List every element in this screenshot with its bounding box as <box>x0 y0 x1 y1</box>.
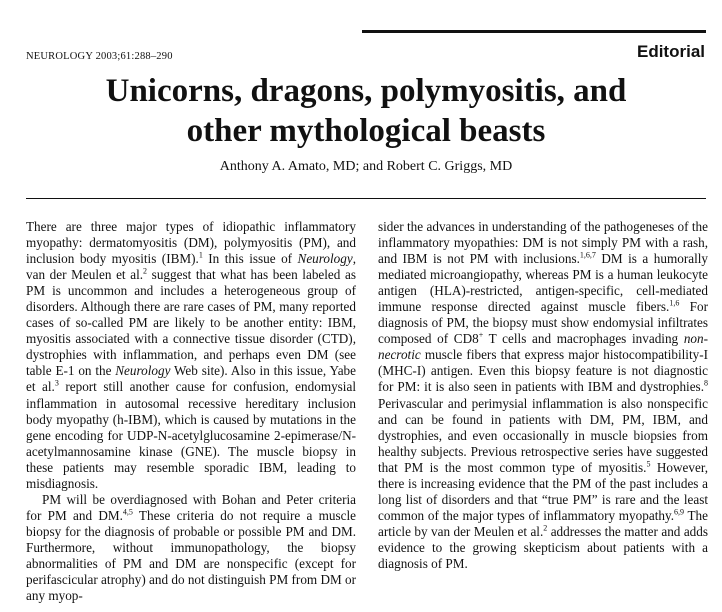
reference-marker: 5 <box>646 459 651 469</box>
body-column-right <box>378 219 708 572</box>
text-run: Perivascular and perimysial inflammation is also nonspecific and can be found in patients with DM, PM, IBM, and dystrophies, and even occasionally in muscle biopsies from healthy subjects. Previous retrospective series have suggested that PM is the most common type of myositis. <box>378 395 708 475</box>
text-run: suggest that what has been labeled as PM is uncommon and includes a heterogeneous group of disorders. Although there are rare cases of PM, many reported cases of so-called PM are likely to be another entity: IBM, myositis associated with a connective tissue disorder (CTD), dystrophies with inflammation, and perhaps even DM (see table E-1 on the <box>26 267 356 379</box>
reference-marker: 6,9 <box>674 507 684 517</box>
emphasis-italic: non-necrotic <box>378 331 708 363</box>
text-run: report still another cause for confusion, endomysial inflammation in autosomal recessive hereditary inclusion body myopathy (h-IBM), which is caused by mutations in the gene encoding for UDP-N-acetylglucosamine 2-epimerase/N-acetylmannosamine kinase (GNE). The muscle biopsy in these patients may resemble sporadic IBM, leading to misdiagnosis. <box>26 379 356 491</box>
superscript-plus: + <box>478 330 484 340</box>
top-rule <box>362 30 706 33</box>
paragraph-1 <box>26 219 356 492</box>
text-run: For diagnosis of PM, the biopsy must show endomysial infiltrates composed of CD8 <box>378 299 708 347</box>
reference-marker: 8 <box>704 379 708 389</box>
reference-marker: 2 <box>143 266 148 276</box>
reference-marker: 1 <box>198 250 203 260</box>
article-title-line-1: Unicorns, dragons, polymyositis, and <box>105 73 627 109</box>
header-divider <box>26 198 706 199</box>
section-label: Editorial <box>636 42 705 61</box>
paragraph-3 <box>378 219 708 572</box>
journal-reference: NEUROLOGY 2003;61:288–290 <box>26 51 173 62</box>
text-run: muscle fibers that express major histocompatibility-I (MHC-I) antigen. Even this biopsy feature is not diagnostic for PM: it is also seen in patients with IBM and dystrophies. <box>378 347 708 395</box>
reference-marker: 3 <box>54 379 59 389</box>
paragraph-2 <box>26 492 356 604</box>
text-run: These criteria do not require a muscle biopsy for the diagnosis of probable or possible PM and DM. Furthermore, without immunopathology, the biopsy abnormalities of PM and DM are nonspecific (except for perifascicular atrophy) and do not distinguish PM from DM or any myop- <box>26 507 357 604</box>
text-run: sider the advances in understanding of the pathogeneses of the inflammatory myopathies: DM is not simply PM with a rash, and IBM is not PM with inclusions. <box>378 219 708 267</box>
body-column-left <box>26 219 356 604</box>
reference-marker: 1,6,7 <box>579 250 596 260</box>
journal-name-italic: Neurology <box>115 363 171 379</box>
reference-marker: 4,5 <box>122 507 133 517</box>
text-run: T cells and macrophages invading <box>483 331 684 347</box>
text-run: Web site). Also in this issue, Yabe et al. <box>26 363 357 395</box>
article-title <box>0 71 722 151</box>
article-title-line-2: other mythological beasts <box>186 113 546 149</box>
text-run: PM will be overdiagnosed with Bohan and Peter criteria for PM and DM. <box>26 491 356 523</box>
text-run: addresses the matter and adds evidence to the growing skepticism about patients with a diagnosis of PM. <box>378 523 709 571</box>
text-run: DM is a humorally mediated microangiopathy, whereas PM is a human leukocyte antigen (HLA)-restricted, antigen-specific, cell-mediated immune response directed against muscle fibers. <box>378 251 708 315</box>
author-line: Anthony A. Amato, MD; and Robert C. Griggs, MD <box>219 159 513 174</box>
text-run: There are three major types of idiopathic inflammatory myopathy: dermatomyositis (DM), polymyositis (PM), and inclusion body myositis (IBM). <box>26 219 356 267</box>
reference-marker: 2 <box>543 523 548 533</box>
text-run: The article by van der Meulen et al. <box>378 507 709 539</box>
text-run: In this issue of <box>202 251 298 267</box>
text-run: , van der Meulen et al. <box>26 251 357 283</box>
reference-marker: 1,6 <box>669 298 680 308</box>
text-run: However, there is increasing evidence that the PM of the past includes a long list of disorders and that “true PM” is rare and the least common of the major types of inflammatory myopathy. <box>378 459 708 523</box>
journal-name-italic: Neurology <box>297 251 353 267</box>
